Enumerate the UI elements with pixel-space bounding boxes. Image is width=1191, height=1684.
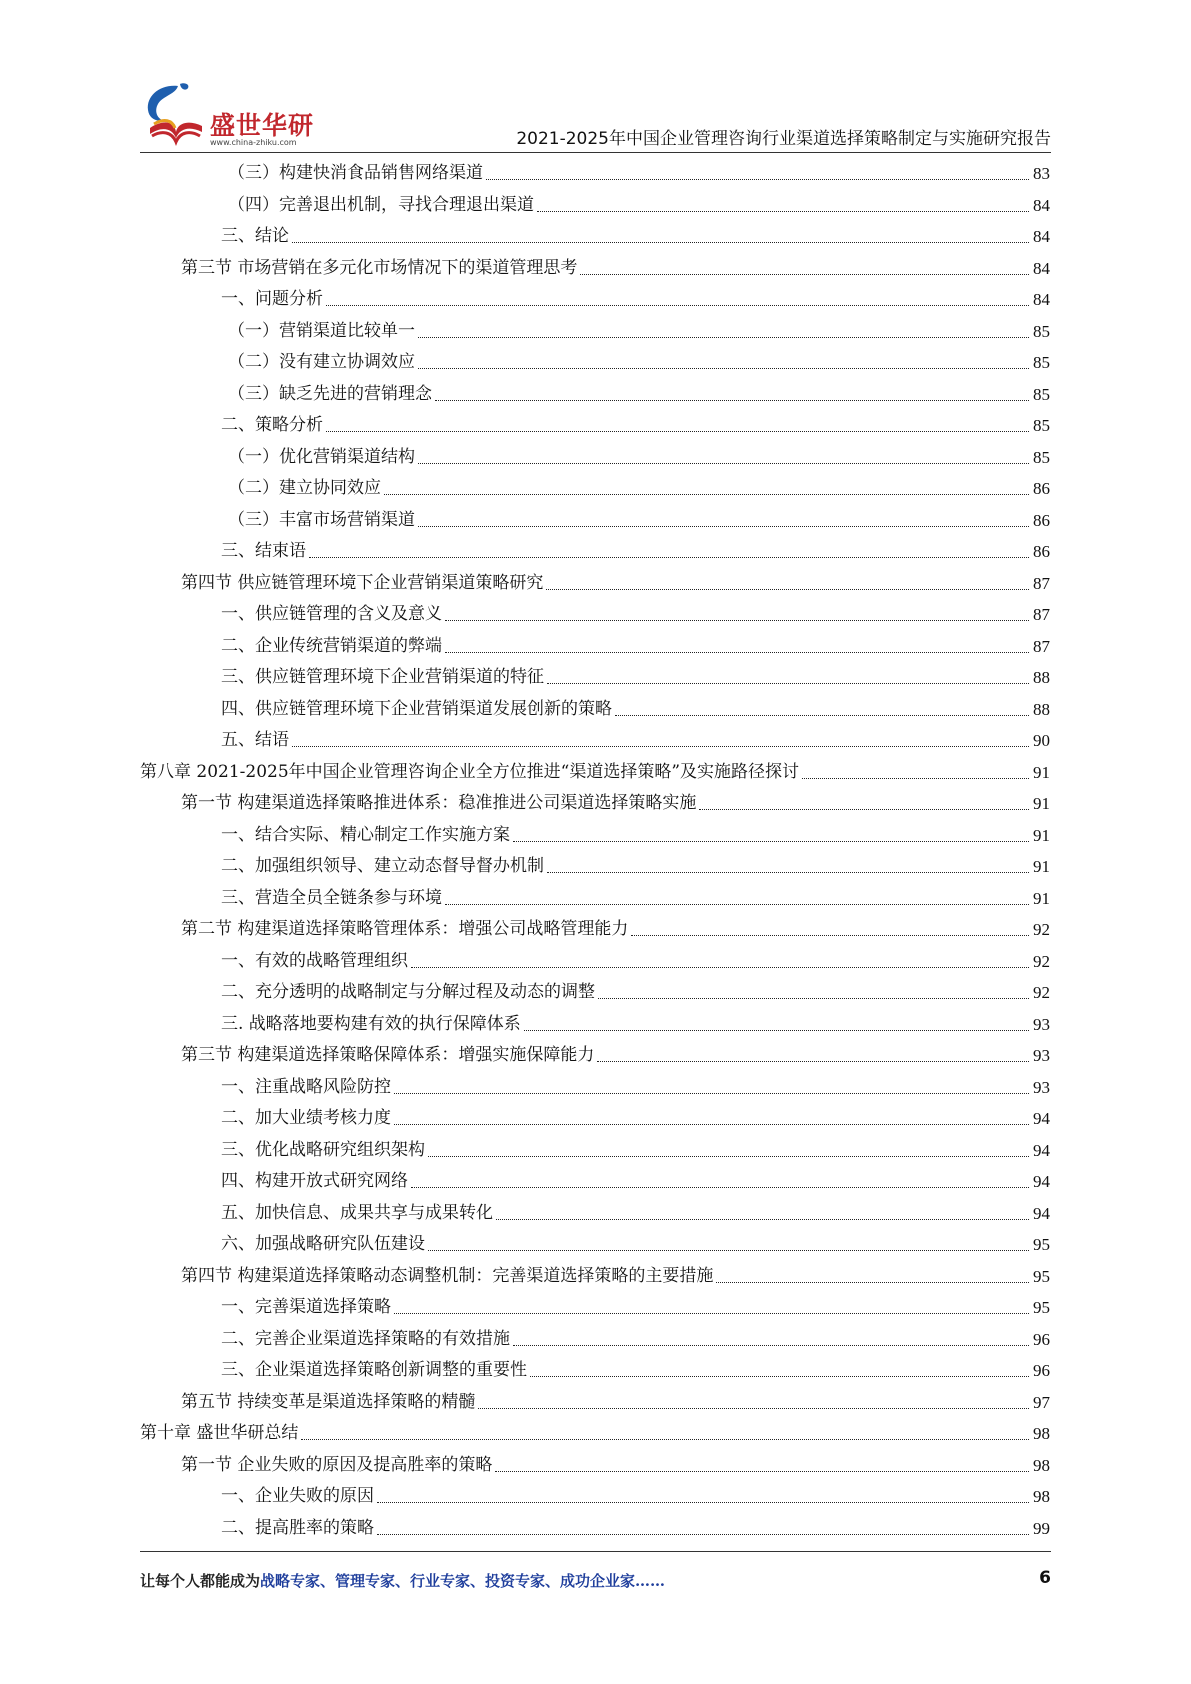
toc-entry[interactable] — [140, 1481, 1050, 1513]
toc-entry-page: 95 — [1033, 1298, 1050, 1318]
toc-entry-page: 91 — [1033, 888, 1050, 908]
logo-url: www.china-zhiku.com — [210, 138, 297, 147]
toc-entry[interactable] — [140, 1355, 1050, 1387]
toc-entry-page: 94 — [1033, 1203, 1050, 1223]
toc-entry-title: 一、问题分析 — [221, 289, 323, 310]
toc-entry-title: 一、供应链管理的含义及意义 — [221, 604, 442, 625]
toc-entry-page: 93 — [1033, 1014, 1050, 1034]
toc-entry-page: 90 — [1033, 731, 1050, 751]
toc-leader-dots — [486, 179, 1029, 180]
toc-entry-page: 85 — [1033, 447, 1050, 467]
toc-entry[interactable] — [140, 1072, 1050, 1104]
toc-leader-dots — [428, 1156, 1029, 1157]
toc-entry-title: （三）缺乏先进的营销理念 — [228, 383, 432, 404]
toc-entry-title: 三、供应链管理环境下企业营销渠道的特征 — [221, 667, 544, 688]
toc-leader-dots — [418, 526, 1029, 527]
toc-leader-dots — [530, 1376, 1029, 1377]
toc-entry-title: 第二节 构建渠道选择策略管理体系：增强公司战略管理能力 — [181, 919, 629, 940]
toc-leader-dots — [495, 1471, 1029, 1472]
toc-entry-page: 97 — [1033, 1392, 1050, 1412]
toc-leader-dots — [326, 431, 1029, 432]
logo-emblem-icon — [140, 80, 210, 150]
toc-entry[interactable] — [140, 536, 1050, 568]
toc-leader-dots — [435, 400, 1029, 401]
toc-entry-title: 第十章 盛世华研总结 — [140, 1423, 299, 1444]
toc-entry-page: 94 — [1033, 1172, 1050, 1192]
toc-entry-page: 91 — [1033, 794, 1050, 814]
toc-entry-page: 96 — [1033, 1361, 1050, 1381]
toc-entry-title: （一）优化营销渠道结构 — [228, 446, 415, 467]
toc-entry[interactable] — [140, 977, 1050, 1009]
toc-leader-dots — [418, 463, 1029, 464]
toc-leader-dots — [377, 1502, 1029, 1503]
toc-entry[interactable] — [140, 221, 1050, 253]
header-divider — [140, 152, 1051, 153]
toc-entry[interactable] — [140, 1261, 1050, 1293]
footer-slogan-highlight: 战略专家、管理专家、行业专家、投资专家、成功企业家…… — [260, 1572, 666, 1590]
toc-entry-title: 三、优化战略研究组织架构 — [221, 1139, 425, 1160]
toc-entry[interactable] — [140, 158, 1050, 190]
toc-entry-page: 85 — [1033, 416, 1050, 436]
toc-leader-dots — [445, 652, 1029, 653]
toc-entry-page: 92 — [1033, 951, 1050, 971]
toc-entry[interactable] — [140, 946, 1050, 978]
toc-leader-dots — [445, 620, 1029, 621]
toc-entry-title: 二、加大业绩考核力度 — [221, 1108, 391, 1129]
toc-leader-dots — [309, 557, 1029, 558]
toc-entry-title: （四）完善退出机制，寻找合理退出渠道 — [228, 194, 534, 215]
toc-entry[interactable] — [140, 1387, 1050, 1419]
toc-leader-dots — [547, 683, 1029, 684]
toc-entry[interactable] — [140, 788, 1050, 820]
report-title: 2021-2025年中国企业管理咨询行业渠道选择策略制定与实施研究报告 — [516, 129, 1051, 149]
toc-entry-page: 98 — [1033, 1424, 1050, 1444]
toc-leader-dots — [428, 1250, 1029, 1251]
toc-entry-page: 91 — [1033, 762, 1050, 782]
footer-divider — [140, 1551, 1051, 1552]
toc-entry[interactable] — [140, 757, 1050, 789]
toc-entry-page: 83 — [1033, 164, 1050, 184]
toc-entry[interactable] — [140, 599, 1050, 631]
toc-entry-title: 第一节 企业失败的原因及提高胜率的策略 — [181, 1454, 493, 1475]
toc-entry-title: 三、结束语 — [221, 541, 306, 562]
toc-entry-page: 85 — [1033, 353, 1050, 373]
toc-entry-title: 六、加强战略研究队伍建设 — [221, 1234, 425, 1255]
toc-entry[interactable] — [140, 347, 1050, 379]
toc-entry-page: 84 — [1033, 258, 1050, 278]
footer-slogan-prefix: 让每个人都能成为 — [140, 1572, 261, 1590]
toc-leader-dots — [301, 1439, 1029, 1440]
toc-entry-page: 92 — [1033, 983, 1050, 1003]
toc-entry-title: 三、企业渠道选择策略创新调整的重要性 — [221, 1360, 527, 1381]
toc-entry[interactable] — [140, 883, 1050, 915]
toc-leader-dots — [445, 904, 1029, 905]
toc-entry-title: 四、供应链管理环境下企业营销渠道发展创新的策略 — [221, 698, 612, 719]
toc-entry-title: 三、结论 — [221, 226, 289, 247]
toc-entry[interactable] — [140, 725, 1050, 757]
toc-entry[interactable] — [140, 1198, 1050, 1230]
toc-entry-page: 85 — [1033, 321, 1050, 341]
toc-entry-title: 第三节 市场营销在多元化市场情况下的渠道管理思考 — [181, 257, 578, 278]
toc-entry[interactable] — [140, 190, 1050, 222]
toc-entry[interactable] — [140, 662, 1050, 694]
toc-entry-title: 二、提高胜率的策略 — [221, 1517, 374, 1538]
toc-entry-page: 91 — [1033, 857, 1050, 877]
toc-leader-dots — [394, 1313, 1029, 1314]
toc-entry[interactable] — [140, 694, 1050, 726]
toc-leader-dots — [631, 935, 1029, 936]
toc-entry-title: 第八章 2021-2025年中国企业管理咨询企业全方位推进“渠道选择策略”及实施路径探讨 — [140, 761, 800, 782]
toc-entry-title: 第四节 供应链管理环境下企业营销渠道策略研究 — [181, 572, 544, 593]
toc-entry[interactable] — [140, 568, 1050, 600]
toc-leader-dots — [418, 337, 1029, 338]
toc-entry-title: 第四节 构建渠道选择策略动态调整机制：完善渠道选择策略的主要措施 — [181, 1265, 714, 1286]
toc-entry-title: （一）营销渠道比较单一 — [228, 320, 415, 341]
toc-leader-dots — [615, 715, 1029, 716]
toc-entry-title: 二、策略分析 — [221, 415, 323, 436]
toc-entry[interactable] — [140, 1229, 1050, 1261]
toc-entry-page: 93 — [1033, 1046, 1050, 1066]
toc-leader-dots — [547, 872, 1029, 873]
toc-entry-title: 二、加强组织领导、建立动态督导督办机制 — [221, 856, 544, 877]
toc-entry[interactable] — [140, 1103, 1050, 1135]
page-header — [0, 0, 1191, 160]
toc-entry-title: 二、企业传统营销渠道的弊端 — [221, 635, 442, 656]
toc-entry[interactable] — [140, 442, 1050, 474]
toc-entry[interactable] — [140, 410, 1050, 442]
toc-entry[interactable] — [140, 505, 1050, 537]
toc-leader-dots — [326, 305, 1029, 306]
toc-entry-title: 一、完善渠道选择策略 — [221, 1297, 391, 1318]
toc-entry[interactable] — [140, 914, 1050, 946]
toc-leader-dots — [496, 1219, 1029, 1220]
toc-entry-page: 93 — [1033, 1077, 1050, 1097]
toc-entry-title: 四、构建开放式研究网络 — [221, 1171, 408, 1192]
toc-entry-page: 84 — [1033, 290, 1050, 310]
toc-leader-dots — [699, 809, 1029, 810]
toc-entry-page: 84 — [1033, 195, 1050, 215]
toc-entry[interactable] — [140, 473, 1050, 505]
toc-entry-page: 86 — [1033, 510, 1050, 530]
toc-entry-title: （三）丰富市场营销渠道 — [228, 509, 415, 530]
toc-leader-dots — [394, 1093, 1029, 1094]
toc-leader-dots — [537, 211, 1029, 212]
toc-entry-page: 95 — [1033, 1266, 1050, 1286]
toc-entry-page: 87 — [1033, 573, 1050, 593]
toc-entry-page: 95 — [1033, 1235, 1050, 1255]
toc-entry-title: 二、完善企业渠道选择策略的有效措施 — [221, 1328, 510, 1349]
toc-entry-title: 五、结语 — [221, 730, 289, 751]
toc-entry-title: （二）建立协同效应 — [228, 478, 381, 499]
toc-entry-page: 86 — [1033, 542, 1050, 562]
toc-leader-dots — [418, 368, 1029, 369]
toc-entry-title: 五、加快信息、成果共享与成果转化 — [221, 1202, 493, 1223]
toc-leader-dots — [411, 967, 1029, 968]
toc-entry-page: 96 — [1033, 1329, 1050, 1349]
toc-entry-title: 一、有效的战略管理组织 — [221, 950, 408, 971]
toc-entry[interactable] — [140, 820, 1050, 852]
toc-entry-title: 第三节 构建渠道选择策略保障体系：增强实施保障能力 — [181, 1045, 595, 1066]
toc-leader-dots — [716, 1282, 1029, 1283]
toc-entry[interactable] — [140, 1292, 1050, 1324]
toc-entry-page: 94 — [1033, 1109, 1050, 1129]
toc-entry-title: （二）没有建立协调效应 — [228, 352, 415, 373]
toc-entry-page: 85 — [1033, 384, 1050, 404]
toc-entry-title: 三、营造全员全链条参与环境 — [221, 887, 442, 908]
toc-entry[interactable] — [140, 1324, 1050, 1356]
logo-name: 盛世华研 — [210, 111, 315, 140]
toc-leader-dots — [394, 1124, 1029, 1125]
footer-slogan — [140, 1570, 665, 1591]
toc-entry[interactable] — [140, 1450, 1050, 1482]
toc-entry[interactable] — [140, 1040, 1050, 1072]
toc-entry-page: 87 — [1033, 636, 1050, 656]
toc-leader-dots — [597, 1061, 1029, 1062]
toc-leader-dots — [513, 1345, 1029, 1346]
toc-entry-title: 二、充分透明的战略制定与分解过程及动态的调整 — [221, 982, 595, 1003]
toc-entry-page: 94 — [1033, 1140, 1050, 1160]
toc-leader-dots — [292, 242, 1029, 243]
toc-entry-page: 88 — [1033, 668, 1050, 688]
toc-entry-page: 92 — [1033, 920, 1050, 940]
toc-leader-dots — [513, 841, 1029, 842]
toc-entry-page: 87 — [1033, 605, 1050, 625]
toc-leader-dots — [411, 1187, 1029, 1188]
toc-entry-page: 99 — [1033, 1518, 1050, 1538]
toc-entry-title: 一、企业失败的原因 — [221, 1486, 374, 1507]
toc-entry[interactable] — [140, 1418, 1050, 1450]
toc-entry-page: 88 — [1033, 699, 1050, 719]
toc-entry[interactable] — [140, 379, 1050, 411]
toc-entry-page: 84 — [1033, 227, 1050, 247]
toc-entry[interactable] — [140, 1009, 1050, 1041]
toc-entry-page: 98 — [1033, 1487, 1050, 1507]
toc-entry-page: 91 — [1033, 825, 1050, 845]
toc-entry-title: 一、注重战略风险防控 — [221, 1076, 391, 1097]
toc-entry[interactable] — [140, 1166, 1050, 1198]
toc-entry-page: 86 — [1033, 479, 1050, 499]
toc-entry[interactable] — [140, 631, 1050, 663]
toc-leader-dots — [377, 1534, 1029, 1535]
toc-leader-dots — [384, 494, 1029, 495]
toc-entry-title: 三. 战略落地要构建有效的执行保障体系 — [221, 1013, 521, 1034]
toc-entry[interactable] — [140, 1135, 1050, 1167]
toc-entry[interactable] — [140, 316, 1050, 348]
page-number: 6 — [1039, 1568, 1051, 1588]
toc-leader-dots — [292, 746, 1029, 747]
toc-entry[interactable] — [140, 284, 1050, 316]
toc-leader-dots — [598, 998, 1029, 999]
toc-entry-title: （三）构建快消食品销售网络渠道 — [228, 163, 483, 184]
toc-entry-title: 第一节 构建渠道选择策略推进体系：稳准推进公司渠道选择策略实施 — [181, 793, 697, 814]
toc-leader-dots — [802, 778, 1029, 779]
toc-entry[interactable] — [140, 253, 1050, 285]
toc-leader-dots — [524, 1030, 1029, 1031]
toc-leader-dots — [580, 274, 1029, 275]
table-of-contents — [140, 158, 1050, 1544]
company-logo — [140, 80, 320, 150]
toc-entry[interactable] — [140, 851, 1050, 883]
toc-entry-title: 一、结合实际、精心制定工作实施方案 — [221, 824, 510, 845]
toc-leader-dots — [546, 589, 1029, 590]
toc-entry[interactable] — [140, 1513, 1050, 1545]
toc-entry-page: 98 — [1033, 1455, 1050, 1475]
toc-entry-title: 第五节 持续变革是渠道选择策略的精髓 — [181, 1391, 476, 1412]
toc-leader-dots — [478, 1408, 1029, 1409]
